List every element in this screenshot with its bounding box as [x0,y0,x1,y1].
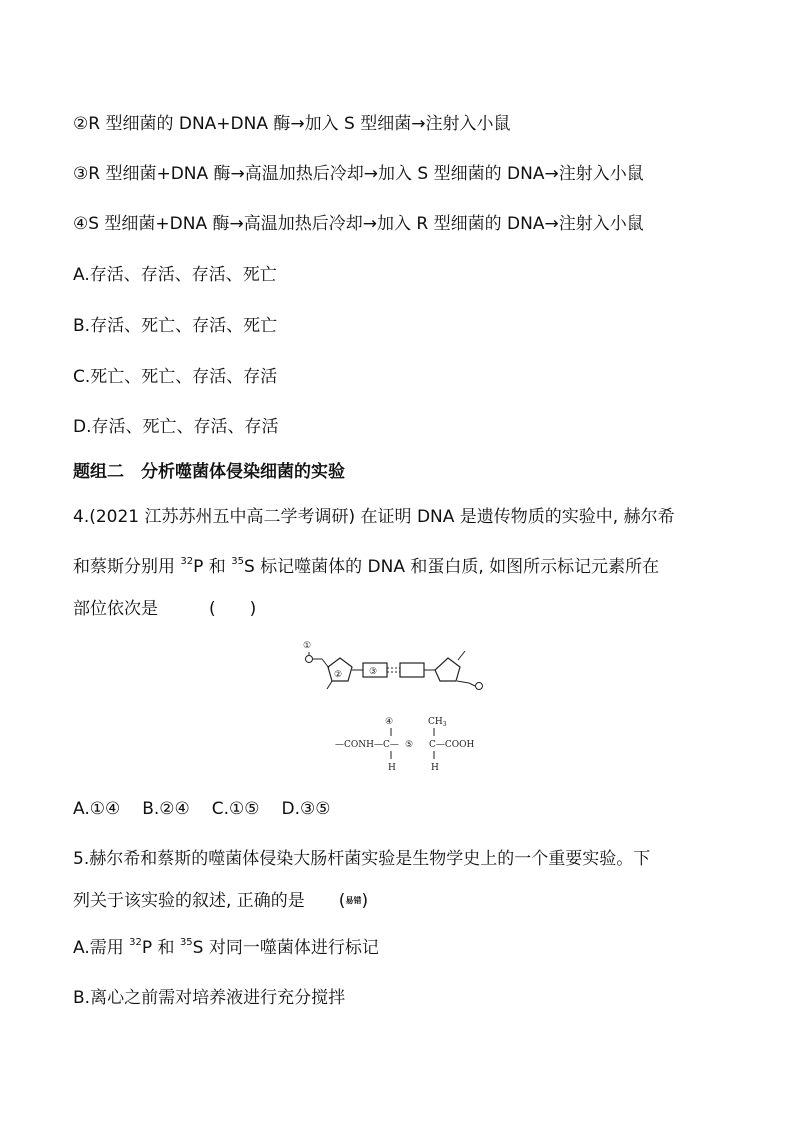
q3-option-b: B.存活、死亡、存活、死亡 [73,316,278,336]
q4-option-d: D.③⑤ [281,799,331,819]
q4-line2-part-b: P 和 [193,557,232,577]
q3-option-d: D.存活、死亡、存活、存活 [73,417,279,437]
q4-line-1: 4.(2021 江苏苏州五中高二学考调研) 在证明 DNA 是遗传物质的实验中, 赫尔希 [73,507,675,527]
q5a-isotope-32: 32 [129,937,142,949]
isotope-32-label: 32 [180,556,194,568]
q5-option-a [73,937,379,959]
marker-3: ③ [369,667,378,677]
q5-line2-close: ) [361,891,369,911]
q5-line-2 [73,890,368,912]
q4-option-b: B.②④ [142,799,190,819]
statement-3: ③R 型细菌+DNA 酶→高温加热后冷却→加入 S 型细菌的 DNA→注射入小鼠 [73,164,644,184]
q4-line2-part-c: S 标记噬菌体的 DNA 和蛋白质, 如图所示标记元素所在 [243,557,660,577]
q4-line-3: 部位依次是 ( ) [73,599,257,619]
q3-option-c: C.死亡、死亡、存活、存活 [73,367,278,387]
ch3-label: $CH_3$ [428,717,447,728]
marker-2: ② [334,670,343,680]
q5-option-b: B.离心之前需对培养液进行充分搅拌 [73,988,346,1008]
error-prone-tag: 易错 [345,896,362,905]
marker-1: ① [303,641,312,651]
q5-line-1: 5.赫尔希和蔡斯的噬菌体侵染大肠杆菌实验是生物学史上的一个重要实验。下 [73,849,651,869]
molecule-figure [295,628,500,778]
q5-line2-text: 列关于该实验的叙述, 正确的是 ( [73,891,346,911]
phosphate-circle-right [476,683,483,690]
conh-label: —CONH—C— [335,740,399,750]
q4-option-c: C.①⑤ [211,799,260,819]
isotope-35-label: 35 [231,556,244,568]
molecule-diagram [295,628,500,778]
q5a-part-c: S 对同一噬菌体进行标记 [192,938,379,958]
hydrogen-2: H [431,763,439,773]
q3-option-a: A.存活、存活、存活、死亡 [73,265,277,285]
phosphate-circle-left [306,656,313,663]
q5a-part-b: P 和 [141,938,180,958]
marker-4: ④ [385,717,394,727]
q5a-isotope-35: 35 [179,937,193,949]
q4-line-2 [73,556,659,578]
q5a-part-a: A.需用 [73,938,130,958]
statement-4: ④S 型细菌+DNA 酶→高温加热后冷却→加入 R 型细菌的 DNA→注射入小鼠 [73,214,644,234]
q4-line2-part-a: 和蔡斯分别用 [73,557,181,577]
hydrogen-1: H [388,763,396,773]
group-title: 题组二 分析噬菌体侵染细菌的实验 [73,462,345,482]
marker-5: ⑤ [405,740,414,750]
base-box-right [400,663,424,677]
cooh-label: C—COOH [429,740,475,750]
q4-option-a: A.①④ [73,799,121,819]
statement-2: ②R 型细菌的 DNA+DNA 酶→加入 S 型细菌→注射入小鼠 [73,114,511,134]
sugar-pentagon-right [435,658,460,681]
q4-options [73,798,331,820]
